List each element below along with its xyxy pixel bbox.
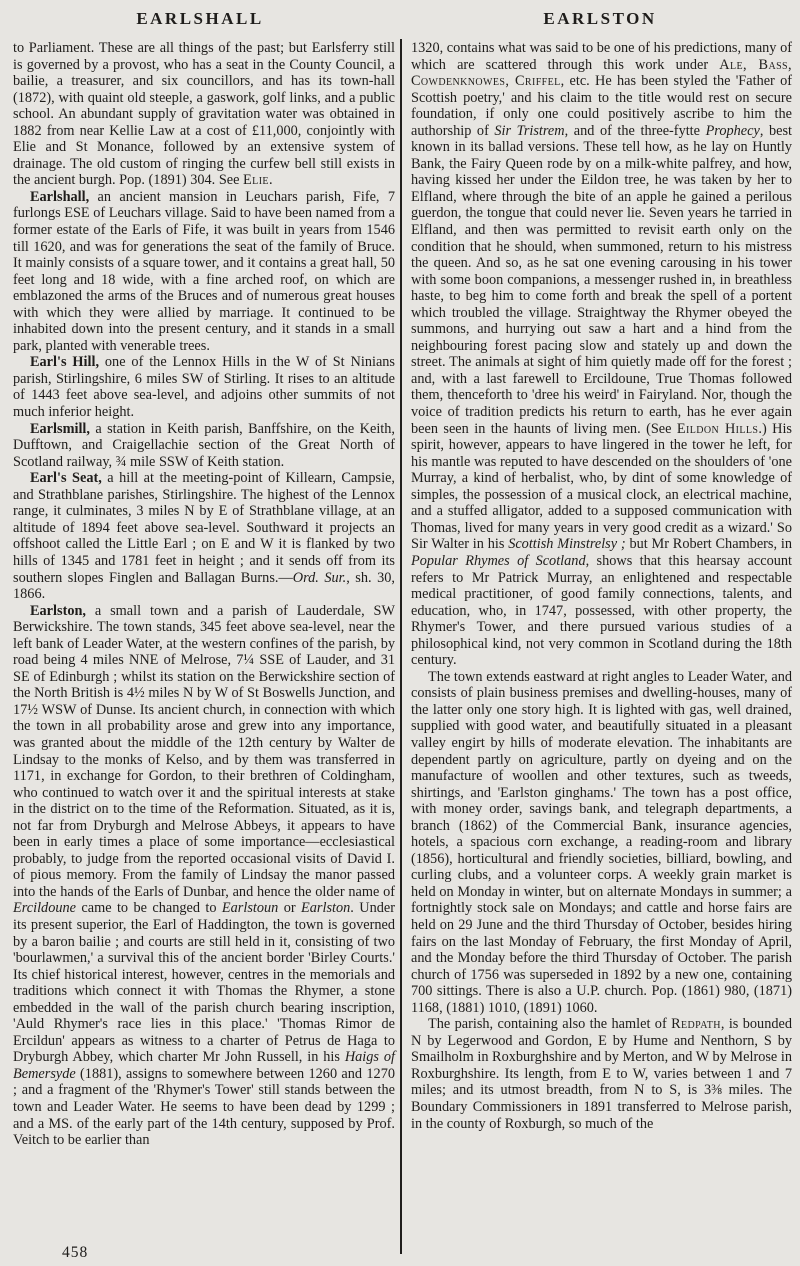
body-text: an ancient mansion in Leuchars parish, Fife, 7 furlongs ESE of Leuchars village. Said to have been named from a former estate of the Earls of Fife, it was built in years from 1546 till 1620, and was for generations the seat of the family of Bruce. It mainly consists of a square tower, and it contains a great hall, 50 feet long and 18 wide, with a fine arched roof, on which are emblazoned the arms of the Bruces and of numerous great houses with which they were allied by marriage. It continued to be inhabited down into the present century, and it stands in a small park, planted with venerable trees. xyxy=(13,188,395,354)
body-text: The town extends eastward at right angles to Leader Water, and consists of plain business premises and dwelling-houses, many of the latter only one story high. It is lighted with gas, well drained, supplied with good water, and beautifully situated in a pleasant valley engirt by hills of moderate elevation. The inhabitants are dependent partly on agriculture, partly on dyeing and on the manufacture of woollen and other textures, such as tweeds, shirtings, and 'Earlston ginghams.' The town has a post office, with money order, savings bank, and telegraph departments, a branch (1862) of the Commercial Bank, insurance agencies, hotels, a spacious corn exchange, a reading-room and library (1856), horticultural and friendly societies, billiard, bowling, and curling clubs, and a volunteer corps. A weekly grain market is held on Monday in winter, but on alternate Mondays in summer; a fortnightly stock sale on Mondays; and cattle and horse fairs are held on 29 June and the third Thursday of October, besides hiring fairs on the last Monday of February, the first Monday of April, and the Monday before the third Thursday of October. The parish church of 1756 was superseded in 1892 by a new one, containing 700 sittings. There is also a U.P. church. Pop. (1861) 980, (1871) 1168, (1881) 1010, (1891) 1060. xyxy=(411,668,792,1016)
entry-name: Earl's Seat, xyxy=(30,470,102,487)
italic-title: Prophecy xyxy=(705,122,760,139)
body-text: one of the Lennox Hills in the W of St Ninians parish, Stirlingshire, 6 miles SW of Stirling. It rises to an altitude of 1443 feet above sea-level, and adjoins other summits of not much inferior height. xyxy=(13,354,395,421)
body-text: .) His spirit, however, appears to have lingered in the tower he left, for his mantle was reputed to have descended on the shoulders of 'one Murray, a kind of herbalist, who, by dint of some knowledge of simples, the possession of a musical clock, an electrical machine, and a stuffed alligator, added to a supposed communication with Thomas, lived for many years in very good credit as a wizard.' So Sir Walter in his xyxy=(411,420,792,553)
cross-reference: Eildon Hills xyxy=(676,420,759,437)
entry-name: Earlshall, xyxy=(30,188,90,205)
italic-title: Earlston xyxy=(301,900,351,917)
paragraph xyxy=(411,1016,792,1132)
italic-title: Ord. Sur. xyxy=(292,569,347,586)
paragraph xyxy=(411,669,792,1016)
body-text: The parish, containing also the hamlet of xyxy=(428,1016,672,1033)
italic-title: Ercildoune xyxy=(13,900,76,917)
body-text: , and of the three-fytte xyxy=(564,122,706,139)
cross-reference: Redpath xyxy=(671,1016,721,1033)
italic-title: Earlstoun xyxy=(221,900,279,917)
paragraph xyxy=(13,421,395,471)
entry-name: Earlston, xyxy=(30,602,87,619)
italic-title: Sir Tristrem xyxy=(494,122,565,139)
cross-reference: Ale, Bass, Cowdenknowes, Criffel xyxy=(411,56,792,90)
paragraph xyxy=(13,40,395,189)
italic-title: Popular Rhymes of Scotland xyxy=(411,552,586,569)
body-text: , is bounded N by Legerwood and Gordon, E by Hume and Nenthorn, S by Smailholm in Roxburghshire and by Merton, and W by Melrose in Roxburghshire. Its length, from E to W, varies between 1 and 7 miles; and its utmost breadth, from N to S, is 3⅜ miles. The Boundary Commissioners in 1891 transferred to Melrose parish, in the county of Roxburgh, so much of the xyxy=(411,1016,792,1132)
italic-title: Haigs of Bemersyde xyxy=(13,1049,395,1082)
body-text: , sh. 30, 1866. xyxy=(13,569,395,603)
entry-name: Earl's Hill, xyxy=(30,354,100,371)
italic-title: Scottish Minstrelsy ; xyxy=(508,536,626,553)
body-text: a station in Keith parish, Banffshire, on the Keith, Dufftown, and Craigellachie section of the Great North of Scotland railway, ¾ mile SSW of Keith station. xyxy=(13,420,395,470)
paragraph xyxy=(13,354,395,420)
cross-reference: Elie xyxy=(243,172,269,189)
body-text: but Mr Robert Chambers, in xyxy=(625,536,792,553)
paragraph xyxy=(411,40,792,669)
body-text: , best known in its ballad versions. These tell how, as he lay on Huntly Bank, the Fairy Queen rode by on a milk-white palfrey, and how, having kissed her under the Eildon tree, he was taken by her to Elfland, where through the bite of an apple he gained a perilous guerdon, the tongue that could never lie. Seven years he tarried in Elfland, and then was permitted to revisit earth only on the condition that he should, when summoned, return to his mistress the queen. And so, as he sat one evening carousing in his tower with some boon companions, a messenger rushed in, in breathless haste, to beg him to come forth and break the spell of a portent which troubled the village. Straightway the Rhymer obeyed the summons, and hurrying out saw a hart and a hind from the neighbouring forest pacing slow and stately up and down the street. The animals at sight of him quietly made off for the forest ; and, with a last farewell to Ercildoune, True Thomas followed them, thenceforth to 'dree his weird' in Fairyland. Nor, though the voice of tradition predicts his return to earth, has he ever again been seen in the haunts of living men. (See xyxy=(411,122,792,437)
text-columns xyxy=(0,39,800,1254)
body-text: a hill at the meeting-point of Killearn, Campsie, and Strathblane parishes, Stirlingshire. The highest of the Lennox range, it culminates, 3 miles N by E of Strathblane village, at an altitude of 1894 feet above sea-level. Southward it projects an offshoot called the Little Earl ; on E and W it is flanked by two hills of 1345 and 1781 feet in height ; and it sends off from its southern slopes Finglen and Ballagan Burns.— xyxy=(13,470,395,586)
right-column xyxy=(400,39,800,1254)
body-text: 1320, contains what was said to be one of his predictions, many of which are scattered through this work under xyxy=(411,40,792,73)
paragraph xyxy=(13,189,395,354)
left-column xyxy=(0,39,400,1254)
body-text: , shows that this hearsay account refers to Mr Patrick Murray, an enlightened and respectable medical practitioner, of good family connections, talents, and education, who, in 1747, possessed, with other property, the Rhymer's Tower, and there pursued various studies of a philosophical kind, not very common in Scotland during the 18th century. xyxy=(411,552,793,669)
body-text: a small town and a parish of Lauderdale, SW Berwickshire. The town stands, 345 feet above sea-level, near the left bank of Leader Water, at the western confines of the parish, by road being 4 miles NNE of Melrose, 7¼ SSE of Lauder, and 31 SE of Edinburgh ; whilst its station on the Berwickshire section of the North British is 4½ miles N by W of St Boswells Junction, and 17½ WSW of Dunse. Its ancient church, in connection with which the town in all probability arose and grew into any importance, was granted about the middle of the 12th century by Walter de Lindsay to the monks of Kelso, and by them was transferred in 1171, in exchange for Gordon, to their brethren of Coldingham, who continued to watch over it and the spiritual interests at stake in the district on to the time of the Reformation. Situated, as it is, not far from Dryburgh and Melrose Abbeys, it appears to have been in early times a place of some importance—ecclesiastical probably, to judge from the reported occasional visits of David I. of pious memory. From the family of Lindsay the manor passed into the hands of the Earls of Dunbar, and hence the older name of xyxy=(13,602,395,900)
body-text: , etc. He has been styled the 'Father of Scottish poetry,' and his claim to the title would rest on secure foundation, if only one could positively ascribe to him the authorship of xyxy=(411,73,793,139)
paragraph xyxy=(13,470,395,602)
body-text: (1881), assigns to somewhere between 1260 and 1270 ; and a fragment of the 'Rhymer's Tower' still stands between the town and Leader Water. He seems to have been dead by 1299 ; and a MS. of the early part of the 14th century, supposed by Prof. Veitch to be earlier than xyxy=(13,1065,395,1149)
running-head-right: EARLSTON xyxy=(543,9,657,28)
body-text: or xyxy=(278,900,302,917)
running-head-left: EARLSHALL xyxy=(136,9,264,28)
running-heads xyxy=(0,0,800,39)
entry-name: Earlsmill, xyxy=(30,420,90,437)
body-text: to Parliament. These are all things of the past; but Earlsferry still is governed by a provost, who has a seat in the County Council, a bailie, a treasurer, and six councillors, and has its town-hall (1872), with quaint old steeple, a gaswork, golf links, and a public school. An abundant supply of gravitation water was obtained in 1882 from near Kellie Law at a cost of £11,000, conjointly with Elie and St Monance, followed by an extensive system of drainage. The old custom of ringing the curfew bell still exists in the ancient burgh. Pop. (1891) 304. See xyxy=(13,40,395,189)
page-number: 458 xyxy=(62,1244,89,1261)
body-text: came to be changed to xyxy=(76,900,222,917)
paragraph xyxy=(13,603,395,1149)
body-text: . Under its present superior, the Earl of Haddington, the town is governed by a baron bailie ; and courts are still held in it, consisting of two 'bourlawmen,' a survival this of the ancient border 'Birley Courts.' Its chief historical interest, however, centres in the memorials and traditions which connect it with Thomas the Rhymer, a stone embedded in the wall of the parish church bearing inscription, 'Auld Rhymer's race lies in this place.' 'Thomas Rimor de Ercildun' appears as witness to a charter of Petrus de Haga to Dryburgh Abbey, which charter Mr John Russell, in his xyxy=(13,900,395,1066)
body-text: . xyxy=(268,172,273,189)
